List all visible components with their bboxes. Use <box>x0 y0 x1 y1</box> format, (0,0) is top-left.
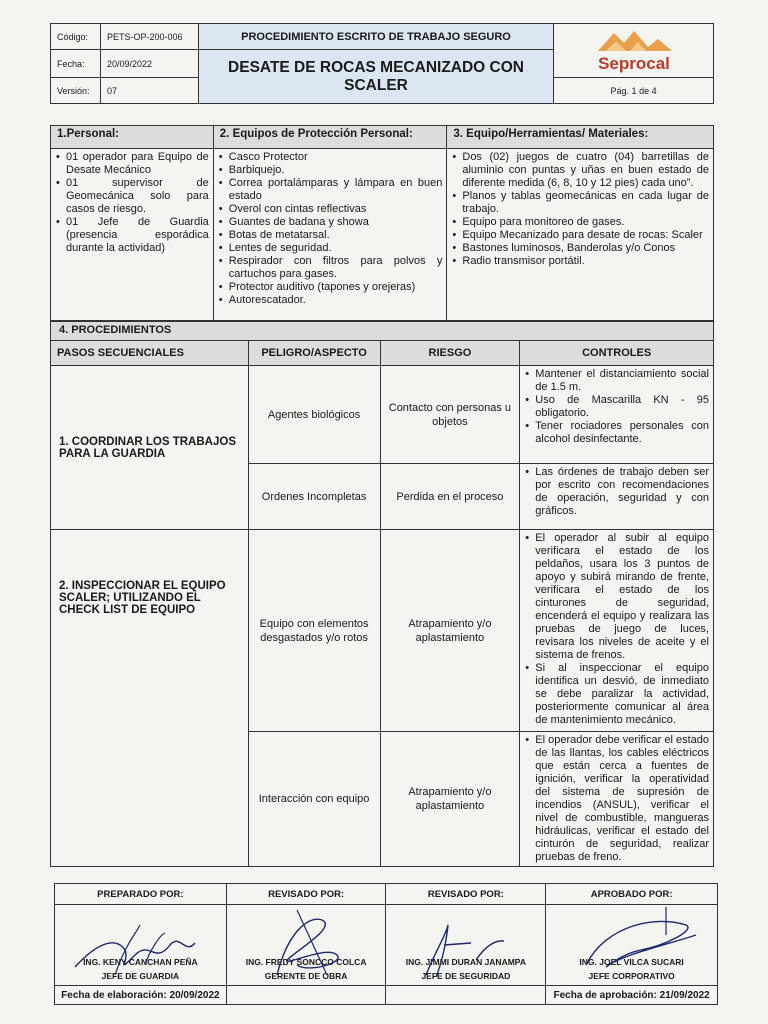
col-riesgo: RIESGO <box>380 341 520 366</box>
role-reviewed-1: REVISADO POR: <box>226 884 386 905</box>
list-item: • 01 Jefe de Guardia (presencia esporádica durante la actividad) <box>55 216 209 255</box>
list-item: • Las órdenes de trabajo deben ser por escrito con recomendaciones de operación, seguridad y con gráficos. <box>524 466 709 518</box>
list-item: • El operador debe verificar el estado de las llantas, los cables eléctricos que están cerca a fuentes de ignición, verificar la operatividad del sistema de supresión de incendios (ANSUL), verificar el nivel de combustible, mangueras hidráulicas, verificar el estado del cinturón de seguridad, realizar pruebas de freno. <box>524 734 709 864</box>
list-item: • Overol con cintas reflectivas <box>218 203 443 216</box>
signer-title-4: JEFE CORPORATIVO <box>588 971 675 981</box>
equipment-heading: 3. Equipo/Herramientas/ Materiales: <box>447 126 714 149</box>
handwritten-signature-icon <box>227 905 387 985</box>
list-item: • Botas de metatarsal. <box>218 229 443 242</box>
signature-cell <box>55 905 227 986</box>
resources-table <box>50 125 714 321</box>
elaboration-date: Fecha de elaboración: 20/09/2022 <box>55 986 227 1005</box>
fecha-label: Fecha: <box>51 50 101 78</box>
col-controles: CONTROLES <box>520 341 714 366</box>
step-2: 2. INSPECCIONAR EL EQUIPO SCALER; UTILIZANDO EL CHECK LIST DE EQUIPO <box>51 530 249 867</box>
fecha-value: 20/09/2022 <box>100 50 198 78</box>
signer-title-3: JEFE DE SEGURIDAD <box>421 971 511 981</box>
list-item: • Uso de Mascarilla KN - 95 obligatorio. <box>524 394 709 420</box>
signer-name-1: ING. KENY CANCHAN PEÑA <box>83 957 198 967</box>
personal-list <box>55 151 209 255</box>
list-item: • Mantener el distanciamiento social de 1.5 m. <box>524 368 709 394</box>
list-item: • Guantes de badana y showa <box>218 216 443 229</box>
controls-list <box>524 532 709 727</box>
col-pasos: PASOS SECUENCIALES <box>51 341 249 366</box>
list-item: • Equipo Mecanizado para desate de rocas: Scaler <box>451 229 709 242</box>
riesgo-cell: Atrapamiento y/o aplastamiento <box>380 732 520 867</box>
list-item: • Equipo para monitoreo de gases. <box>451 216 709 229</box>
list-item: • Lentes de seguridad. <box>218 242 443 255</box>
empty-date-cell <box>386 986 546 1005</box>
peligro-cell: Equipo con elementos desgastados y/o rotos <box>248 530 380 732</box>
col-peligro: PELIGRO/ASPECTO <box>248 341 380 366</box>
epp-list <box>218 151 443 307</box>
peligro-cell: Interacción con equipo <box>248 732 380 867</box>
document-type: PROCEDIMIENTO ESCRITO DE TRABAJO SEGURO <box>198 24 553 50</box>
peligro-cell: Ordenes Incompletas <box>248 464 380 530</box>
version-label: Versión: <box>51 78 101 104</box>
list-item: • Barbiquejo. <box>218 164 443 177</box>
list-item: • Correa portalámparas y lámpara en buen estado <box>218 177 443 203</box>
list-item: • El operador al subir al equipo verificara el estado de los peldaños, usara los 3 puntos de apoyo y subirá mirando de frente, verificara el estado de los cinturones de seguridad, encenderá el equipo y realizara las pruebas de juego de luces, revisara los niveles de aceite y el sistema de frenos. <box>524 532 709 662</box>
handwritten-signature-icon <box>546 905 718 985</box>
signature-cell <box>226 905 386 986</box>
controls-list <box>524 734 709 864</box>
signer-name-2: ING. FREDY SONCCO COLCA <box>245 957 367 967</box>
signer-name-3: ING. JIMMI DURAN JANAMPA <box>405 957 526 967</box>
riesgo-cell: Atrapamiento y/o aplastamiento <box>380 530 520 732</box>
handwritten-signature-icon <box>55 905 227 985</box>
handwritten-signature-icon <box>386 905 546 985</box>
document-header <box>50 23 714 104</box>
signature-cell <box>386 905 546 986</box>
version-value: 07 <box>100 78 198 104</box>
table-row <box>51 366 714 464</box>
signature-cell <box>546 905 718 986</box>
controls-list <box>524 466 709 518</box>
personal-heading: 1.Personal: <box>51 126 214 149</box>
procedures-table <box>50 321 714 867</box>
list-item: • Planos y tablas geomecánicas en cada lugar de trabajo. <box>451 190 709 216</box>
logo-text: Seprocal <box>597 53 670 73</box>
document-title: DESATE DE ROCAS MECANIZADO CON SCALER <box>198 50 553 104</box>
riesgo-cell: Contacto con personas u objetos <box>380 366 520 464</box>
list-item: • Autorescatador. <box>218 294 443 307</box>
list-item: • Si al inspeccionar el equipo identifica un desvió, de inmediato se debe paralizar la actividad, posteriormente comunicar al área de mantenimiento mecánico. <box>524 662 709 727</box>
controls-list <box>524 368 709 446</box>
company-logo <box>554 24 714 78</box>
mountain-logo-icon <box>586 27 682 73</box>
list-item: • Radio transmisor portátil. <box>451 255 709 268</box>
signer-title-1: JEFE DE GUARDIA <box>101 971 180 981</box>
approval-date: Fecha de aprobación: 21/09/2022 <box>546 986 718 1005</box>
list-item: • Bastones luminosos, Banderolas y/o Conos <box>451 242 709 255</box>
list-item: • Tener rociadores personales con alcohol desinfectante. <box>524 420 709 446</box>
page-number: Pág. 1 de 4 <box>554 78 714 104</box>
role-reviewed-2: REVISADO POR: <box>386 884 546 905</box>
list-item: • 01 supervisor de Geomecánica solo para casos de riesgo. <box>55 177 209 216</box>
codigo-value: PETS-OP-200-006 <box>100 24 198 50</box>
list-item: • Dos (02) juegos de cuatro (04) barretillas de aluminio con puntas y uñas en buen estado de diferente medida (6, 8, 10 y 12 pies) cada uno”. <box>451 151 709 190</box>
signatures-table <box>54 883 718 1005</box>
equipment-list <box>451 151 709 268</box>
role-prepared: PREPARADO POR: <box>55 884 227 905</box>
list-item: • Respirador con filtros para polvos y cartuchos para gases. <box>218 255 443 281</box>
signer-title-2: GERENTE DE OBRA <box>264 971 348 981</box>
table-row <box>51 530 714 732</box>
step-1: 1. COORDINAR LOS TRABAJOS PARA LA GUARDIA <box>51 366 249 530</box>
empty-date-cell <box>226 986 386 1005</box>
list-item: • 01 operador para Equipo de Desate Mecánico <box>55 151 209 177</box>
epp-heading: 2. Equipos de Protección Personal: <box>213 126 447 149</box>
riesgo-cell: Perdida en el proceso <box>380 464 520 530</box>
list-item: • Protector auditivo (tapones y orejeras) <box>218 281 443 294</box>
role-approved: APROBADO POR: <box>546 884 718 905</box>
procedures-heading: 4. PROCEDIMIENTOS <box>51 322 714 341</box>
peligro-cell: Agentes biológicos <box>248 366 380 464</box>
signer-name-4: ING. JOEL VILCA SUCARI <box>579 957 684 967</box>
codigo-label: Código: <box>51 24 101 50</box>
list-item: • Casco Protector <box>218 151 443 164</box>
